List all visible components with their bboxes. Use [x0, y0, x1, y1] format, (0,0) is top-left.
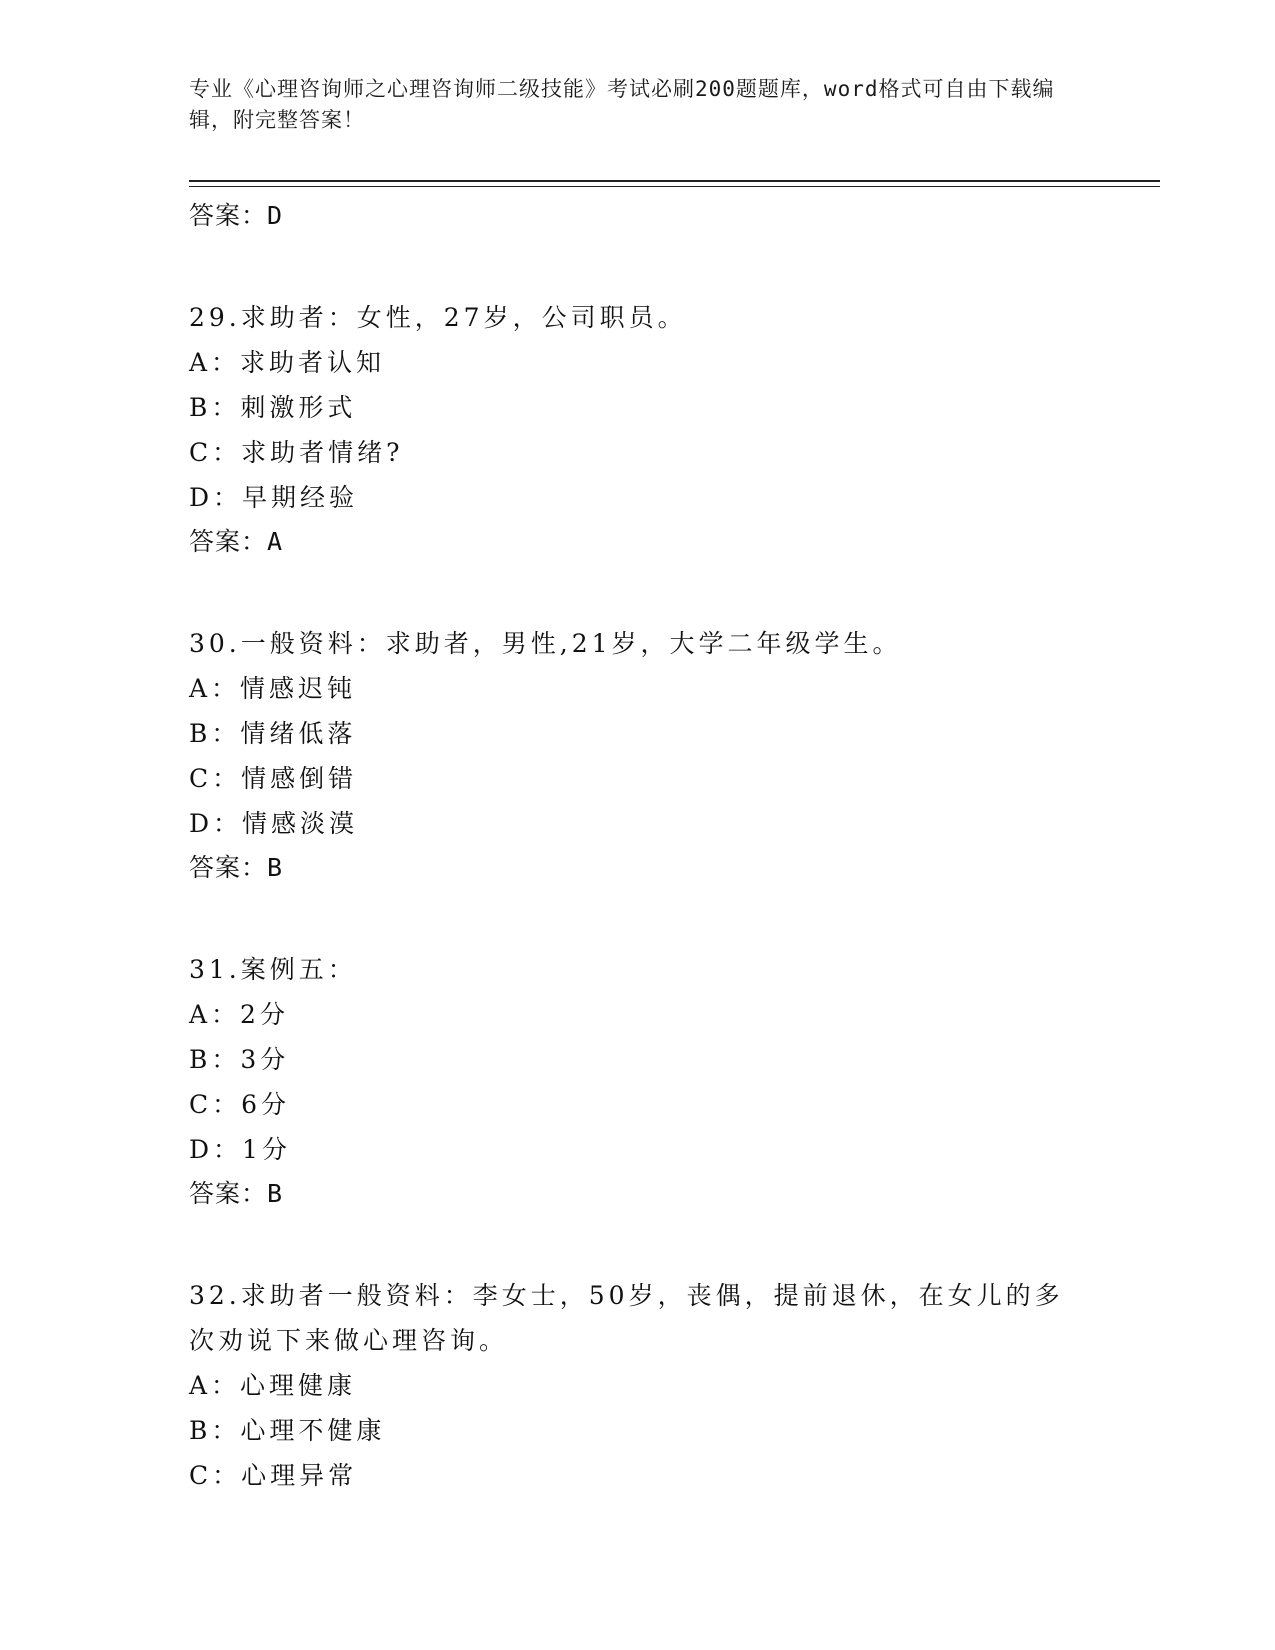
answer-value: B — [267, 1179, 284, 1208]
question-stem: 31.案例五： — [189, 955, 357, 984]
question-31 — [189, 947, 1160, 1216]
option-b: B：3分 — [189, 1045, 290, 1074]
option-c: C：情感倒错 — [189, 764, 358, 793]
answer-label: 答案： — [189, 201, 268, 230]
answer-value: A — [267, 527, 284, 556]
option-c: C：心理异常 — [189, 1461, 358, 1490]
header-text: 专业《心理咨询师之心理咨询师二级技能》考试必刷200题题库，word格式可自由下载编辑，附完整答案！ — [189, 77, 1055, 132]
option-c: C：6分 — [189, 1090, 291, 1119]
answer-label: 答案： — [189, 853, 268, 882]
option-a: A：求助者认知 — [189, 348, 386, 377]
option-d: D：情感淡漠 — [189, 809, 359, 838]
question-list — [189, 194, 1160, 1498]
answer-value: B — [267, 853, 284, 882]
answer-line — [189, 1172, 1160, 1216]
option-d: D：1分 — [189, 1135, 291, 1164]
option-a: A：2分 — [189, 1000, 289, 1029]
option-b: B：刺激形式 — [189, 393, 357, 422]
question-stem: 30.一般资料：求助者，男性,21岁，大学二年级学生。 — [189, 629, 902, 658]
answer-line — [189, 194, 1160, 238]
document-header — [189, 74, 1069, 136]
question-30 — [189, 621, 1160, 890]
header-divider — [189, 180, 1160, 187]
question-32 — [189, 1273, 1160, 1498]
answer-line — [189, 520, 1160, 564]
option-c: C：求助者情绪? — [189, 438, 404, 467]
answer-label: 答案： — [189, 1179, 268, 1208]
option-b: B：情绪低落 — [189, 719, 357, 748]
option-d: D：早期经验 — [189, 483, 359, 512]
answer-value: D — [267, 201, 284, 230]
question-stem: 29.求助者：女性，27岁，公司职员。 — [189, 303, 687, 332]
question-29 — [189, 295, 1160, 564]
answer-label: 答案： — [189, 527, 268, 556]
option-b: B：心理不健康 — [189, 1416, 386, 1445]
option-a: A：心理健康 — [189, 1371, 357, 1400]
question-stem: 32.求助者一般资料：李女士，50岁，丧偶，提前退休，在女儿的多次劝说下来做心理咨询。 — [189, 1281, 1064, 1355]
option-a: A：情感迟钝 — [189, 674, 357, 703]
answer-line — [189, 846, 1160, 890]
